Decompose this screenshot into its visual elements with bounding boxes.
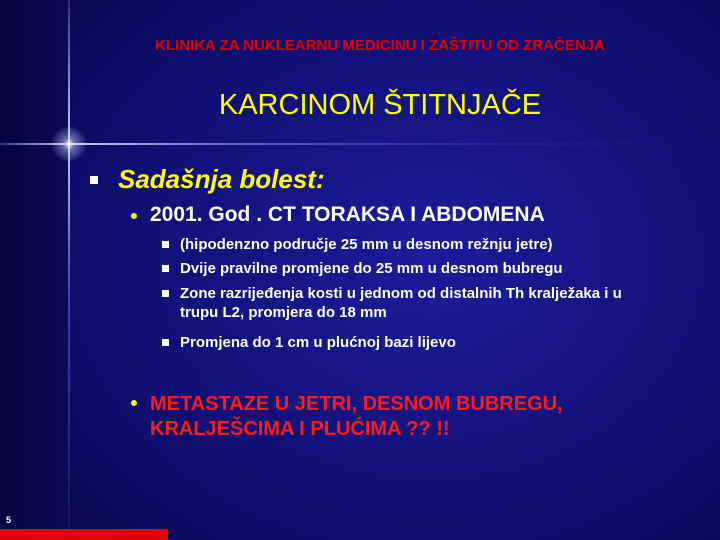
- dot-bullet-icon: [131, 400, 137, 406]
- square-bullet-icon: [162, 339, 169, 346]
- finding-item: Promjena do 1 cm u plućnoj bazi lijevo: [180, 334, 456, 351]
- section-heading: Sadašnja bolest:: [118, 164, 325, 194]
- finding-item: Zone razrijeđenja kosti u jednom od distalnih Th kralježaka i u trupu L2, promjera do 18 mm: [180, 285, 622, 321]
- square-bullet-icon: [162, 265, 169, 272]
- square-bullet-icon: [162, 290, 169, 297]
- horizontal-decorative-line: [0, 143, 720, 145]
- dot-bullet-icon: [131, 213, 137, 219]
- slide-title: KARCINOM ŠTITNJAČE: [218, 89, 542, 121]
- clinic-name: KLINIKA ZA NUKLEARNU MEDICINU I ZAŠTITU OD ZRAČENJA: [155, 37, 605, 54]
- exam-line: 2001. God . CT TORAKSA I ABDOMENA: [150, 203, 545, 226]
- sparkle-icon: [49, 124, 89, 164]
- conclusion-text: METASTAZE U JETRI, DESNOM BUBREGU, KRALJEŠCIMA I PLUĆIMA ?? !!: [150, 393, 563, 440]
- page-number: 5: [6, 515, 12, 525]
- footer-red-bar: [0, 529, 168, 540]
- square-bullet-icon: [162, 241, 169, 248]
- left-decorative-band: [0, 0, 68, 540]
- vertical-decorative-line: [68, 0, 70, 540]
- finding-item: Dvije pravilne promjene do 25 mm u desnom bubregu: [180, 260, 563, 277]
- square-bullet-icon: [90, 176, 98, 184]
- finding-item: (hipodenzno područje 25 mm u desnom režnju jetre): [180, 236, 553, 253]
